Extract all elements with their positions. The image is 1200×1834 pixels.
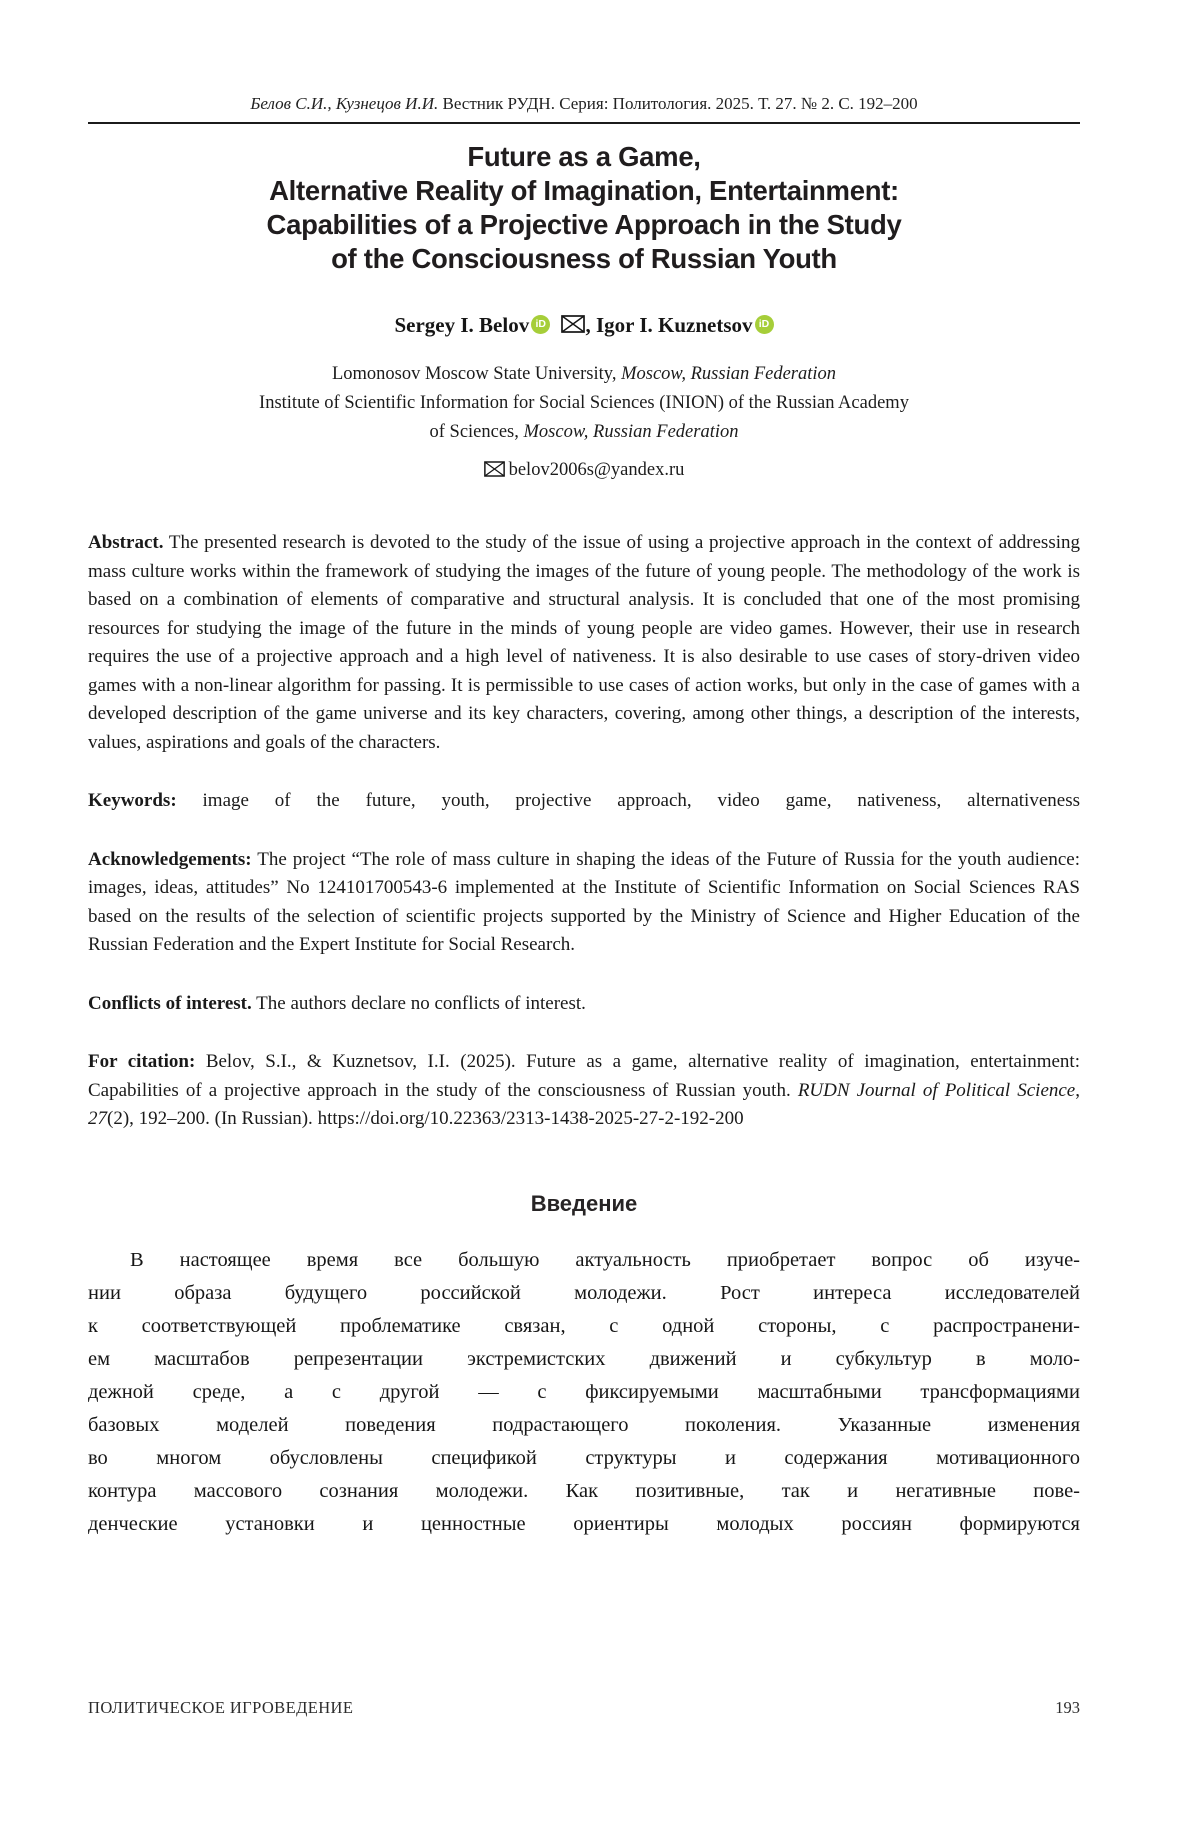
email-link[interactable]: belov2006s@yandex.ru [508, 460, 685, 480]
citation-text: Belov, S.I., & Kuznetsov, I.I. (2025). Future as a game, alternative reality of imagination, entertainment: Capabilities of a projective approach in the study of the consciousness of Russian youth. [88, 1051, 1080, 1101]
conflicts-paragraph [88, 990, 1080, 1019]
citation-text: , [1075, 1079, 1080, 1101]
page-footer [88, 1698, 1080, 1718]
footer-section-name: ПОЛИТИЧЕСКОЕ ИГРОВЕДЕНИЕ [88, 1698, 354, 1717]
title-line-4: of the Consciousness of Russian Youth [331, 243, 837, 274]
orcid-icon[interactable]: iD [755, 315, 774, 334]
affiliation-location: Moscow, Russian Federation [621, 364, 837, 384]
keywords-label: Keywords: [88, 790, 177, 811]
intro-line: ем масштабов репрезентации экстремистских движений и субкультур в моло- [88, 1347, 1080, 1370]
title-line-1: Future as a Game, [467, 141, 701, 172]
authors-line [88, 310, 1080, 340]
introduction-paragraph [88, 1244, 1080, 1541]
envelope-icon [484, 458, 505, 487]
keywords-paragraph [88, 787, 1080, 816]
intro-line: базовых моделей поведения подрастающего поколения. Указанные изменения [88, 1413, 1080, 1436]
page-number: 193 [1055, 1698, 1080, 1717]
intro-line: В настоящее время все большую актуальность приобретает вопрос об изуче- [130, 1248, 1080, 1271]
section-heading-introduction: Введение [530, 1190, 638, 1216]
intro-line: денческие установки и ценностные ориентиры молодых россиян формируются [88, 1512, 1080, 1535]
title-line-3: Capabilities of a Projective Approach in the Study [266, 209, 902, 240]
affiliation-line-1 [88, 360, 1080, 389]
affiliation-line-3 [88, 418, 1080, 447]
author-separator: , [585, 313, 596, 337]
title-line-2: Alternative Reality of Imagination, Entertainment: [269, 175, 899, 206]
running-head-journal: Вестник РУДН. Серия: Политология. 2025. Т. 27. № 2. С. 192–200 [438, 94, 918, 113]
acknowledgements-text: The project “The role of mass culture in shaping the ideas of the Future of Russia for the youth audience: images, ideas, attitudes” No 124101700543-6 implemented at the Institute of Scientific Information on Social Sciences RAS based on the results of the selection of scientific projects supported by the Ministry of Science and Higher Education of the Russian Federation and the Expert Institute for Social Research. [88, 848, 1080, 955]
orcid-icon[interactable]: iD [531, 315, 550, 334]
corresponding-email-line [88, 456, 1080, 485]
abstract-text: The presented research is devoted to the study of the issue of using a projective approach in the context of addressing mass culture works within the framework of studying the images of the future of young people. The methodology of the work is based on a combination of elements of comparative and structural analysis. It is concluded that one of the most promising resources for studying the image of the future in the minds of young people are video games. However, their use in research requires the use of a projective approach and a high level of nativeness. It is also desirable to use cases of story-driven video games with a non-linear algorithm for passing. It is permissible to use cases of action works, but only in the case of games with a developed description of the game universe and its key characters, covering, among other things, a description of the interests, values, aspirations and goals of the characters. [88, 532, 1080, 753]
abstract-label: Abstract. [88, 532, 164, 553]
doi-link[interactable]: https://doi.org/10.22363/2313-1438-2025-27-2-192-200 [317, 1108, 744, 1129]
intro-line: нии образа будущего российской молодежи. Рост интереса исследователей [88, 1281, 1080, 1304]
conflicts-text: The authors declare no conflicts of interest. [251, 992, 586, 1014]
affiliation-text: Lomonosov Moscow State University, [331, 364, 622, 384]
acknowledgements-paragraph [88, 846, 1080, 960]
affiliation-text: of Sciences, [429, 422, 524, 442]
affiliation-line-2: Institute of Scientific Information for Social Sciences (INION) of the Russian Academy [259, 393, 909, 413]
article-title [88, 140, 1080, 276]
intro-line: во многом обусловлены спецификой структуры и содержания мотивационного [88, 1446, 1080, 1469]
citation-journal-name: RUDN Journal of Political Science [797, 1079, 1076, 1101]
conflicts-label: Conflicts of interest. [88, 992, 252, 1014]
running-head [88, 94, 1080, 114]
author-name-belov: Sergey I. Belov [394, 313, 530, 337]
citation-text: (2), 192–200. (In Russian). [107, 1108, 318, 1129]
header-divider [88, 122, 1080, 124]
author-name-kuznetsov: Igor I. Kuznetsov [595, 313, 753, 337]
acknowledgements-label: Acknowledgements: [88, 848, 252, 870]
envelope-icon[interactable] [561, 311, 585, 341]
keywords-text: image of the future, youth, projective approach, video game, nativeness, alternativeness [176, 790, 1080, 811]
intro-line: контура массового сознания молодежи. Как позитивные, так и негативные пове- [88, 1479, 1080, 1502]
intro-line: дежной среде, а с другой — с фиксируемыми масштабными трансформациями [88, 1380, 1080, 1403]
running-head-authors: Белов С.И., Кузнецов И.И. [250, 94, 439, 113]
affiliation-location: Moscow, Russian Federation [523, 422, 739, 442]
citation-label: For citation: [88, 1051, 196, 1072]
intro-line: к соответствующей проблематике связан, с одной стороны, с распространени- [88, 1314, 1080, 1337]
affiliations [88, 360, 1080, 485]
citation-volume: 27 [88, 1108, 107, 1129]
abstract-paragraph [88, 529, 1080, 757]
citation-paragraph [88, 1048, 1080, 1134]
